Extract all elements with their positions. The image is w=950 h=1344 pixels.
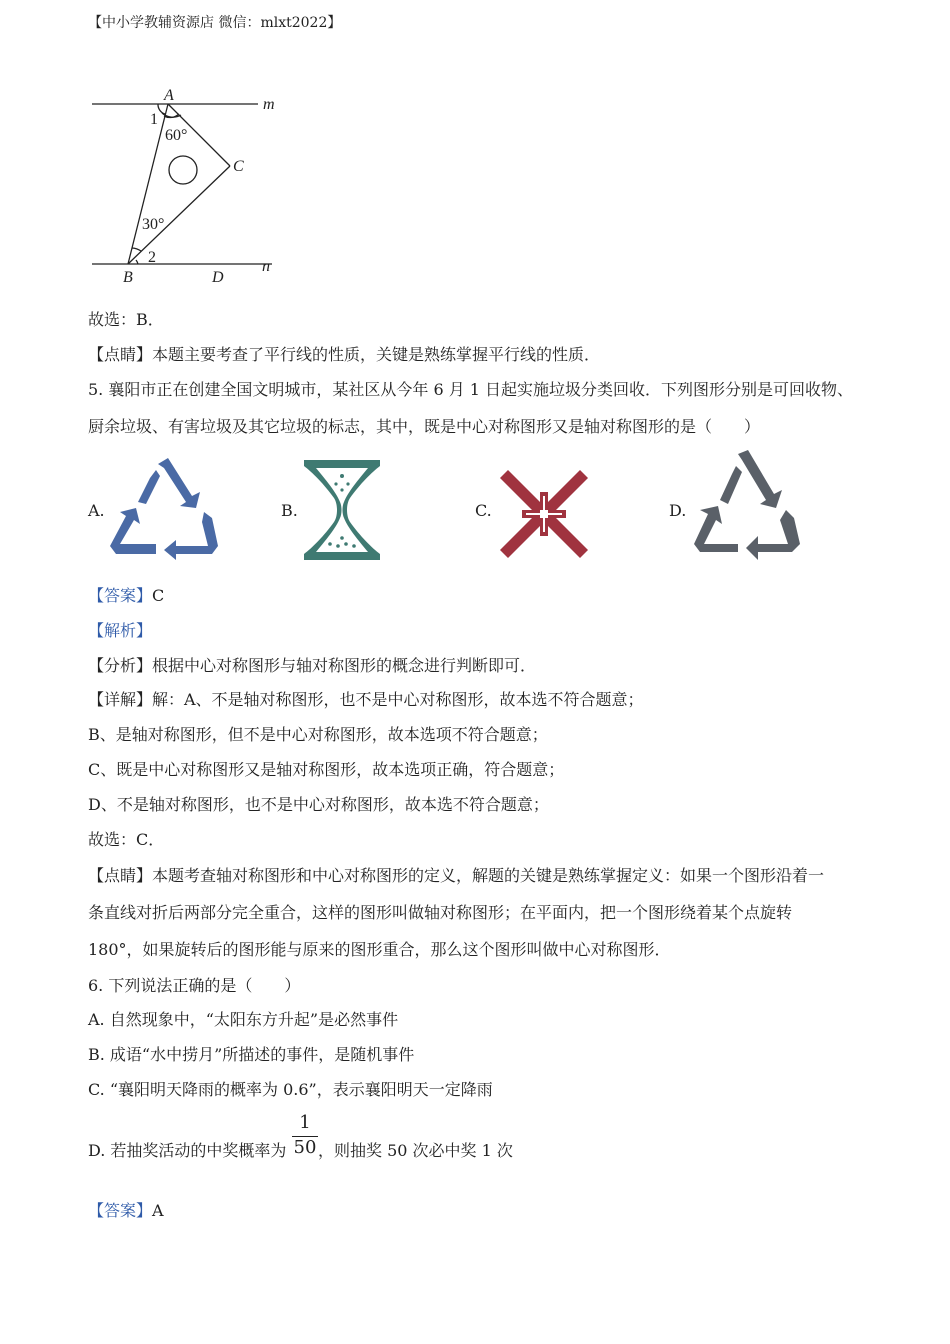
q6-fraction	[292, 1112, 318, 1159]
angle-1-arc	[158, 104, 165, 114]
q5-option-d-label: D.	[669, 501, 687, 520]
kitchen-waste-symbol-b	[302, 458, 382, 562]
q5-comment-line3: 180°，如果旋转后的图形能与原来的图形重合，那么这个图形叫做中心对称图形．	[88, 940, 671, 959]
q5-stem-line2: 厨余垃圾、有害垃圾及其它垃圾的标志，其中，既是中心对称图形又是轴对称图形的是（ ）	[88, 417, 761, 436]
q6-fraction-numerator: 1	[299, 1112, 311, 1133]
q5-answer-value: C	[152, 586, 165, 605]
other-waste-symbol-d	[690, 448, 804, 562]
q6-answer	[88, 1200, 164, 1222]
segment-bc	[128, 166, 230, 264]
label-d: D	[212, 269, 224, 286]
q5-detail-d: D、不是轴对称图形，也不是中心对称图形，故本选不符合题意；	[88, 795, 549, 814]
label-angle-1: 1	[150, 111, 158, 128]
triangle-circle	[169, 156, 197, 184]
label-a: A	[164, 87, 174, 104]
q6-option-b: B. 成语“水中捞月”所描述的事件，是随机事件	[88, 1045, 415, 1064]
q5-option-a-label: A.	[88, 501, 105, 520]
q6-option-d-post: ，则抽奖 50 次必中奖 1 次	[318, 1141, 513, 1160]
label-b: B	[123, 269, 133, 286]
q6-option-d-pre: D. 若抽奖活动的中奖概率为	[88, 1141, 287, 1160]
label-m: m	[263, 96, 275, 113]
page-header: 【中小学教辅资源店 微信：mlxt2022】	[88, 15, 342, 31]
label-30: 30°	[142, 216, 165, 233]
q6-fraction-denominator: 50	[293, 1137, 317, 1158]
q5-stem-line1: 5. 襄阳市正在创建全国文明城市，某社区从今年 6 月 1 日起实施垃圾分类回收．下列图形分别是可回收物、	[88, 380, 854, 399]
geometry-diagram	[86, 82, 286, 292]
segment-ab	[128, 104, 168, 264]
label-angle-2: 2	[148, 249, 156, 266]
q5-detail: 【详解】解：A、不是轴对称图形，也不是中心对称图形，故本选不符合题意；	[88, 690, 644, 709]
q6-option-c: C. “襄阳明天降雨的概率为 0.6”，表示襄阳明天一定降雨	[88, 1080, 493, 1099]
q5-answer	[88, 585, 164, 607]
recycle-symbol-a	[106, 454, 224, 562]
angle-30-arc	[132, 248, 141, 251]
q4-comment: 【点睛】本题主要考查了平行线的性质，关键是熟练掌握平行线的性质．	[88, 345, 601, 364]
q5-analysis-tag: 【解析】	[88, 621, 153, 640]
q6-answer-tag: 【答案】	[88, 1201, 153, 1220]
q5-detail-b: B、是轴对称图形，但不是中心对称图形，故本选项不符合题意；	[88, 725, 548, 744]
q5-comment-line1: 【点睛】本题考查轴对称图形和中心对称图形的定义，解题的关键是熟练掌握定义：如果一个图形沿着一	[88, 866, 825, 885]
q5-choice: 故选：C．	[88, 830, 165, 849]
q5-detail-c: C、既是中心对称图形又是轴对称图形，故本选项正确，符合题意；	[88, 760, 565, 779]
q5-answer-tag: 【答案】	[88, 586, 153, 605]
label-n: n	[262, 258, 270, 275]
label-c: C	[233, 158, 244, 175]
q4-choice: 故选：B．	[88, 310, 164, 329]
hazardous-symbol-c	[496, 466, 592, 562]
q5-comment-line2: 条直线对折后两部分完全重合，这样的图形叫做轴对称图形；在平面内，把一个图形绕着某个点旋转	[88, 903, 793, 922]
q6-answer-value: A	[152, 1201, 164, 1220]
q5-option-c-label: C.	[475, 501, 492, 520]
q6-option-a: A. 自然现象中，“太阳东方升起”是必然事件	[88, 1010, 399, 1029]
q5-fenxi: 【分析】根据中心对称图形与轴对称图形的概念进行判断即可．	[88, 656, 537, 675]
q6-stem: 6. 下列说法正确的是（ ）	[88, 976, 301, 995]
label-60: 60°	[165, 127, 188, 144]
q5-option-b-label: B.	[281, 501, 298, 520]
